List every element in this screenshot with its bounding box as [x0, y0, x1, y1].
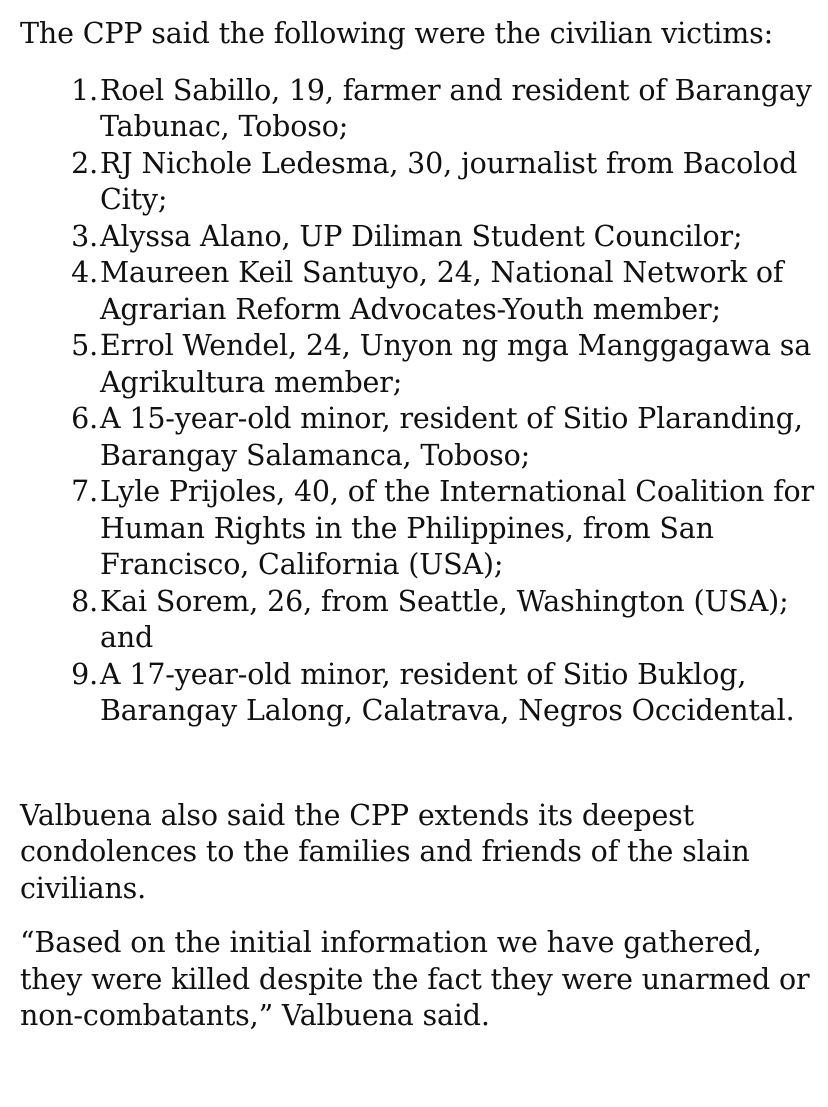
list-item [20, 328, 816, 401]
list-item-number: 9. [71, 657, 98, 691]
list-item-number: 2. [71, 146, 98, 180]
victim-list [20, 73, 816, 730]
list-item-number: 1. [71, 73, 98, 107]
list-item-number: 8. [71, 584, 98, 618]
list-item-number: 3. [71, 219, 98, 253]
article-body [20, 16, 816, 1053]
list-item-text: Kai Sorem, 26, from Seattle, Washington (USA); and [100, 584, 789, 654]
list-item-number: 4. [71, 256, 98, 289]
list-item-number: 5. [71, 329, 98, 362]
list-item [20, 401, 816, 474]
list-item-text: A 15-year-old minor, resident of Sitio Plaranding, Barangay Salamanca, Toboso; [100, 402, 803, 472]
list-item-text: RJ Nichole Ledesma, 30, journalist from Bacolod City; [100, 146, 798, 216]
list-item [20, 219, 816, 256]
list-item-text: Lyle Prijoles, 40, of the International Coalition for Human Rights in the Philippines, from San Francisco, California (USA); [100, 475, 814, 581]
list-item-number: 6. [71, 402, 98, 435]
condolences-paragraph: Valbuena also said the CPP extends its deepest condolences to the families and friends of the slain civilians. [20, 798, 750, 905]
list-item [20, 146, 816, 219]
list-item-text: Maureen Keil Santuyo, 24, National Network of Agrarian Reform Advocates-Youth member; [100, 256, 784, 326]
list-item [20, 255, 816, 328]
list-item-text: A 17-year-old minor, resident of Sitio Buklog, Barangay Lalong, Calatrava, Negros Occidental. [100, 657, 795, 727]
list-item-number: 7. [71, 475, 98, 508]
list-item [20, 73, 816, 146]
list-item-text: Errol Wendel, 24, Unyon ng mga Manggagawa sa Agrikultura member; [100, 329, 812, 399]
list-item-text: Alyssa Alano, UP Diliman Student Councilor; [100, 219, 743, 253]
list-item [20, 657, 816, 730]
quote-paragraph: “Based on the initial information we have gathered, they were killed despite the fact they were unarmed or non-combatants,” Valbuena said. [20, 926, 810, 1032]
list-item [20, 474, 816, 584]
list-item [20, 584, 816, 657]
list-item-text: Roel Sabillo, 19, farmer and resident of Barangay Tabunac, Toboso; [100, 73, 812, 143]
intro-paragraph: The CPP said the following were the civilian victims: [20, 17, 774, 50]
